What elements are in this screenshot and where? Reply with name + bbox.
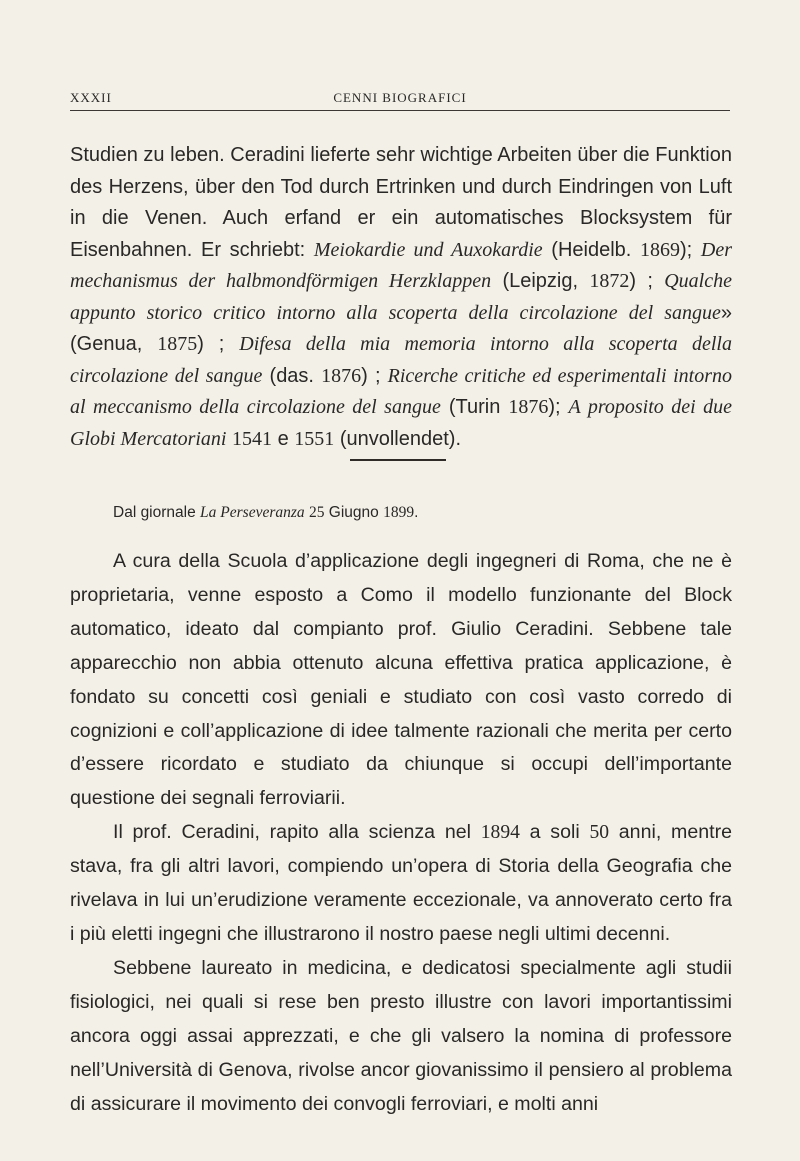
- article-paragraph: Sebbene laureato in medicina, e dedicatosi specialmente agli studii fisiologici, nei quali si rese ben presto illustre con lavori importantissimi ancora oggi assai apprezzati, e che gli valsero la nomina di professore nell’Università di Genova, rivolse ancor giovanissimo il pensiero al problema di assicurare il movimento dei convogli ferroviari, e molti anni: [70, 956, 732, 1115]
- work-title: A proposito dei due Globi Mercatoriani: [70, 396, 732, 450]
- page-header: [70, 86, 730, 111]
- work-title: Meiokardie und Auxokardie: [313, 238, 543, 261]
- year: 1876: [321, 364, 362, 387]
- source-year: 1899: [383, 504, 415, 521]
- work-title: Der mechanismus der halbmondförmigen Herzklappen: [70, 238, 732, 292]
- source-line: Dal giornale La Perseveranza 25 Giugno 1899.: [113, 504, 419, 521]
- article-paragraph: Il prof. Ceradini, rapito alla scienza nel 1894 a soli 50 anni, mentre stava, fra gli altri lavori, compiendo un’opera di Storia della Geografia che rivelava in lui un’erudizione veramente eccezionale, va annoverato certo fra i più eletti ingegni che illustrarono il nostro paese negli ultimi decenni.: [70, 821, 732, 945]
- year: 1894: [480, 822, 520, 844]
- year: 1875: [157, 333, 198, 355]
- work-title: Qualche appunto storico critico intorno alla scoperta della circolazione del sangue: [70, 270, 732, 324]
- bibliography-paragraph: [70, 140, 732, 455]
- year: 1551: [294, 427, 335, 450]
- page-number: XXXII: [70, 90, 112, 105]
- year: 1876: [508, 396, 549, 418]
- work-title: Difesa della mia memoria intorno alla scoperta della circolazione del sangue: [70, 333, 732, 387]
- article-paragraph: A cura della Scuola d’applicazione degli ingegneri di Roma, che ne è proprietaria, venne esposto a Como il modello funzionante del Block automatico, ideato dal compianto prof. Giulio Ceradini. Sebbene tale apparecchio non abbia ottenuto alcuna effettiva pratica applicazione, è fondato su concetti così geniali e studiato con così vasto corredo di cognizioni e coll’applicazione di idee talmente razionali che merita per certo d’essere ricordato e studiato da chiunque si occupi dell’importante questione dei segnali ferroviarii.: [70, 550, 732, 810]
- bibliography-text: Studien zu leben. Ceradini lieferte sehr wichtige Arbeiten über die Funktion des Herzens, über den Tod durch Ertrinken und durch Eindringen von Luft in die Venen. Auch erfand er ein automatisches Blocksystem für Eisenbahnen. Er schriebt: Meiokardie und Auxokardie (Heidelb. 1869); Der mechanismus der halbmondförmigen Herzklappen (Leipzig, 1872) ; Qualche appunto storico critico intorno alla scoperta della circolazione del sangue» (Genua, 1875) ; Difesa della mia memoria intorno alla scoperta della circolazione del sangue (das. 1876) ; Ricerche critiche ed esperimentali intorno al meccanismo della circolazione del sangue (Turin 1876); A proposito dei due Globi Mercatoriani 1541 e 1551 (unvollendet).: [70, 144, 733, 450]
- year: 1872: [589, 270, 630, 292]
- year: 1541: [232, 427, 273, 450]
- work-title: Ricerche critiche ed esperimentali intorno al meccanismo della circolazione del sangue: [70, 364, 733, 418]
- source-day: 25: [308, 504, 325, 521]
- article-body: [70, 545, 732, 1121]
- newspaper-name: La Perseveranza: [200, 504, 305, 521]
- year: 1869: [640, 238, 680, 261]
- running-title: CENNI BIOGRAFICI: [333, 90, 467, 105]
- age: 50: [589, 822, 610, 844]
- section-divider: [350, 459, 446, 461]
